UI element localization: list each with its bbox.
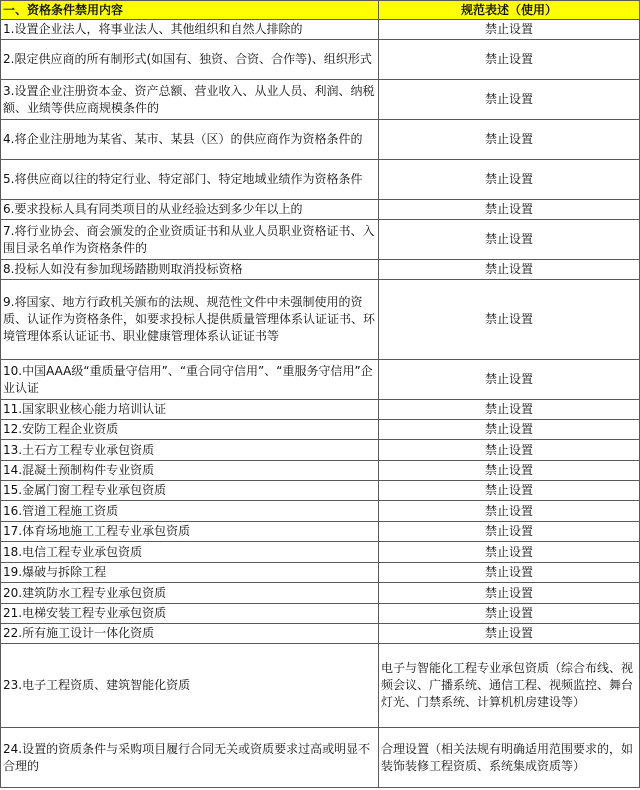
table-row (1, 624, 640, 644)
table-row (1, 501, 640, 522)
table-row (1, 120, 640, 160)
requirement-cell: 6.要求投标人具有同类项目的从业经验达到多少年以上的 (1, 200, 379, 220)
requirement-cell: 22.所有施工设计一体化资质 (1, 624, 379, 644)
requirement-cell: 1.设置企业法人，将事业法人、其他组织和自然人排除的 (1, 20, 379, 40)
rule-cell: 禁止设置 (379, 280, 640, 360)
requirement-cell: 8.投标人如没有参加现场踏勘则取消投标资格 (1, 260, 379, 280)
table-row (1, 80, 640, 120)
rule-cell: 禁止设置 (379, 440, 640, 461)
rule-cell: 禁止设置 (379, 624, 640, 644)
requirement-cell: 12.安防工程企业资质 (1, 420, 379, 440)
requirement-cell: 7.将行业协会、商会颁发的企业资质证书和从业人员职业资格证书、入围目录名单作为资格条件的 (1, 220, 379, 260)
requirement-cell: 14.混凝土预制构件专业资质 (1, 461, 379, 481)
rule-cell: 禁止设置 (379, 260, 640, 280)
table-row (1, 40, 640, 80)
requirement-cell: 11.国家职业核心能力培训认证 (1, 400, 379, 420)
rule-cell: 禁止设置 (379, 461, 640, 481)
requirement-cell: 21.电梯安装工程专业承包资质 (1, 604, 379, 624)
table-row (1, 220, 640, 260)
header-row (1, 1, 640, 20)
table-row (1, 461, 640, 481)
table-row (1, 563, 640, 583)
requirement-cell: 18.电信工程专业承包资质 (1, 542, 379, 563)
table-row (1, 440, 640, 461)
rule-cell: 禁止设置 (379, 80, 640, 120)
table-body (1, 20, 640, 788)
requirement-cell: 24.设置的资质条件与采购项目履行合同无关或资质要求过高或明显不合理的 (1, 728, 379, 788)
table-row (1, 522, 640, 542)
requirement-cell: 13.土石方工程专业承包资质 (1, 440, 379, 461)
rule-cell: 禁止设置 (379, 481, 640, 501)
requirement-cell: 17.体育场地施工工程专业承包资质 (1, 522, 379, 542)
table-row (1, 200, 640, 220)
requirement-cell: 16.管道工程施工资质 (1, 501, 379, 522)
table-row (1, 420, 640, 440)
rule-cell: 禁止设置 (379, 160, 640, 200)
requirement-cell: 20.建筑防水工程专业承包资质 (1, 583, 379, 604)
table-row (1, 260, 640, 280)
rule-cell: 禁止设置 (379, 563, 640, 583)
rule-cell: 禁止设置 (379, 20, 640, 40)
requirement-cell: 5.将供应商以往的特定行业、特定部门、特定地域业绩作为资格条件 (1, 160, 379, 200)
table-row (1, 644, 640, 728)
table-row (1, 400, 640, 420)
rule-cell: 禁止设置 (379, 501, 640, 522)
rule-cell: 禁止设置 (379, 360, 640, 400)
table-row (1, 542, 640, 563)
requirement-cell: 4.将企业注册地为某省、某市、某县（区）的供应商作为资格条件的 (1, 120, 379, 160)
rule-cell: 禁止设置 (379, 120, 640, 160)
table-row (1, 20, 640, 40)
rule-cell: 禁止设置 (379, 40, 640, 80)
table-row (1, 583, 640, 604)
table-row (1, 604, 640, 624)
header-prohibited-content: 一、资格条件禁用内容 (1, 1, 379, 20)
requirement-cell: 15.金属门窗工程专业承包资质 (1, 481, 379, 501)
requirement-cell: 2.限定供应商的所有制形式(如国有、独资、合资、合作等)、组织形式 (1, 40, 379, 80)
rule-cell: 禁止设置 (379, 583, 640, 604)
table-row (1, 280, 640, 360)
rule-cell: 禁止设置 (379, 220, 640, 260)
rule-cell: 禁止设置 (379, 522, 640, 542)
table-row (1, 481, 640, 501)
rule-cell: 电子与智能化工程专业承包资质（综合布线、视频会议、广播系统、通信工程、视频监控、舞台灯光、门禁系统、计算机机房建设等） (379, 644, 640, 728)
rule-cell: 合理设置（相关法规有明确适用范围要求的，如装饰装修工程资质、系统集成资质等） (379, 728, 640, 788)
rule-cell: 禁止设置 (379, 604, 640, 624)
requirement-cell: 23.电子工程资质、建筑智能化资质 (1, 644, 379, 728)
rule-cell: 禁止设置 (379, 400, 640, 420)
requirement-cell: 10.中国AAA级“重质量守信用”、“重合同守信用”、“重服务守信用”企业认证 (1, 360, 379, 400)
table-row (1, 728, 640, 788)
requirement-cell: 9.将国家、地方行政机关颁布的法规、规范性文件中未强制使用的资质、认证作为资格条件，如要求投标人提供质量管理体系认证证书、环境管理体系认证证书、职业健康管理体系认证证书等 (1, 280, 379, 360)
requirement-cell: 19.爆破与拆除工程 (1, 563, 379, 583)
rule-cell: 禁止设置 (379, 200, 640, 220)
table-row (1, 160, 640, 200)
rule-cell: 禁止设置 (379, 542, 640, 563)
rule-cell: 禁止设置 (379, 420, 640, 440)
header-standard-expression: 规范表述（使用） (379, 1, 640, 20)
requirement-cell: 3.设置企业注册资本金、资产总额、营业收入、从业人员、利润、纳税额、业绩等供应商规模条件的 (1, 80, 379, 120)
table-row (1, 360, 640, 400)
